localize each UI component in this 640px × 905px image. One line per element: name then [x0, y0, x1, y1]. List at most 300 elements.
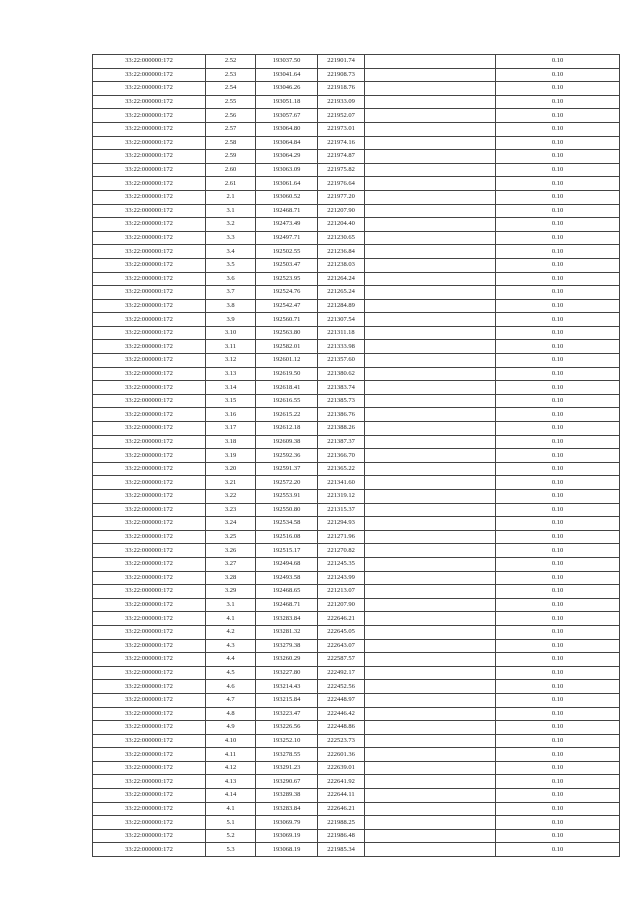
precision-cell: 0.10 — [496, 612, 620, 626]
empty-cell — [365, 612, 496, 626]
table-row — [93, 299, 620, 313]
y-coordinate-cell: 222641.92 — [318, 775, 365, 789]
table-row — [93, 748, 620, 762]
empty-cell — [365, 299, 496, 313]
point-number-cell: 3.16 — [206, 408, 256, 422]
y-coordinate-cell: 221238.03 — [318, 258, 365, 272]
x-coordinate-cell: 192473.49 — [256, 218, 318, 232]
cadastral-number-cell: 33:22:000000:172 — [93, 517, 206, 531]
point-number-cell: 4.1 — [206, 802, 256, 816]
empty-cell — [365, 381, 496, 395]
empty-cell — [365, 163, 496, 177]
precision-cell: 0.10 — [496, 435, 620, 449]
empty-cell — [365, 789, 496, 803]
y-coordinate-cell: 221230.65 — [318, 231, 365, 245]
table-row — [93, 816, 620, 830]
y-coordinate-cell: 222646.21 — [318, 802, 365, 816]
y-coordinate-cell: 221311.18 — [318, 326, 365, 340]
y-coordinate-cell: 221270.82 — [318, 544, 365, 558]
empty-cell — [365, 734, 496, 748]
x-coordinate-cell: 193279.38 — [256, 639, 318, 653]
empty-cell — [365, 639, 496, 653]
table-row — [93, 408, 620, 422]
precision-cell: 0.10 — [496, 544, 620, 558]
point-number-cell: 2.53 — [206, 68, 256, 82]
x-coordinate-cell: 192515.17 — [256, 544, 318, 558]
table-row — [93, 422, 620, 436]
y-coordinate-cell: 222523.73 — [318, 734, 365, 748]
y-coordinate-cell: 221365.22 — [318, 462, 365, 476]
precision-cell: 0.10 — [496, 150, 620, 164]
empty-cell — [365, 693, 496, 707]
point-number-cell: 2.56 — [206, 109, 256, 123]
table-row — [93, 109, 620, 123]
table-row — [93, 177, 620, 191]
empty-cell — [365, 122, 496, 136]
x-coordinate-cell: 193283.84 — [256, 612, 318, 626]
precision-cell: 0.10 — [496, 761, 620, 775]
cadastral-number-cell: 33:22:000000:172 — [93, 109, 206, 123]
table-row — [93, 313, 620, 327]
empty-cell — [365, 707, 496, 721]
y-coordinate-cell: 221213.07 — [318, 585, 365, 599]
x-coordinate-cell: 193060.52 — [256, 190, 318, 204]
table-row — [93, 122, 620, 136]
precision-cell: 0.10 — [496, 557, 620, 571]
cadastral-number-cell: 33:22:000000:172 — [93, 666, 206, 680]
precision-cell: 0.10 — [496, 326, 620, 340]
precision-cell: 0.10 — [496, 95, 620, 109]
point-number-cell: 3.14 — [206, 381, 256, 395]
point-number-cell: 4.10 — [206, 734, 256, 748]
x-coordinate-cell: 192616.55 — [256, 394, 318, 408]
table-row — [93, 666, 620, 680]
precision-cell: 0.10 — [496, 218, 620, 232]
x-coordinate-cell: 192523.95 — [256, 272, 318, 286]
cadastral-number-cell: 33:22:000000:172 — [93, 272, 206, 286]
point-number-cell: 3.9 — [206, 313, 256, 327]
cadastral-number-cell: 33:22:000000:172 — [93, 490, 206, 504]
y-coordinate-cell: 221265.24 — [318, 286, 365, 300]
y-coordinate-cell: 222644.11 — [318, 789, 365, 803]
cadastral-number-cell: 33:22:000000:172 — [93, 231, 206, 245]
y-coordinate-cell: 221977.20 — [318, 190, 365, 204]
point-number-cell: 3.1 — [206, 598, 256, 612]
y-coordinate-cell: 221236.84 — [318, 245, 365, 259]
y-coordinate-cell: 221380.62 — [318, 367, 365, 381]
point-number-cell: 3.23 — [206, 503, 256, 517]
table-row — [93, 245, 620, 259]
point-number-cell: 3.6 — [206, 272, 256, 286]
y-coordinate-cell: 221315.37 — [318, 503, 365, 517]
cadastral-number-cell: 33:22:000000:172 — [93, 802, 206, 816]
cadastral-number-cell: 33:22:000000:172 — [93, 245, 206, 259]
cadastral-number-cell: 33:22:000000:172 — [93, 680, 206, 694]
table-row — [93, 598, 620, 612]
y-coordinate-cell: 221307.54 — [318, 313, 365, 327]
x-coordinate-cell: 192619.50 — [256, 367, 318, 381]
cadastral-number-cell: 33:22:000000:172 — [93, 354, 206, 368]
empty-cell — [365, 557, 496, 571]
table-row — [93, 707, 620, 721]
point-number-cell: 4.6 — [206, 680, 256, 694]
point-number-cell: 3.28 — [206, 571, 256, 585]
cadastral-number-cell: 33:22:000000:172 — [93, 761, 206, 775]
empty-cell — [365, 585, 496, 599]
point-number-cell: 3.29 — [206, 585, 256, 599]
y-coordinate-cell: 222446.42 — [318, 707, 365, 721]
cadastral-number-cell: 33:22:000000:172 — [93, 286, 206, 300]
y-coordinate-cell: 221974.16 — [318, 136, 365, 150]
cadastral-number-cell: 33:22:000000:172 — [93, 55, 206, 69]
y-coordinate-cell: 222448.97 — [318, 693, 365, 707]
cadastral-number-cell: 33:22:000000:172 — [93, 612, 206, 626]
point-number-cell: 2.1 — [206, 190, 256, 204]
point-number-cell: 3.1 — [206, 204, 256, 218]
precision-cell: 0.10 — [496, 734, 620, 748]
precision-cell: 0.10 — [496, 625, 620, 639]
table-row — [93, 136, 620, 150]
x-coordinate-cell: 193068.19 — [256, 843, 318, 857]
x-coordinate-cell: 192615.22 — [256, 408, 318, 422]
y-coordinate-cell: 221918.76 — [318, 82, 365, 96]
y-coordinate-cell: 221908.73 — [318, 68, 365, 82]
x-coordinate-cell: 192494.68 — [256, 557, 318, 571]
point-number-cell: 2.59 — [206, 150, 256, 164]
precision-cell: 0.10 — [496, 190, 620, 204]
empty-cell — [365, 449, 496, 463]
point-number-cell: 3.24 — [206, 517, 256, 531]
x-coordinate-cell: 192524.76 — [256, 286, 318, 300]
precision-cell: 0.10 — [496, 503, 620, 517]
x-coordinate-cell: 193226.56 — [256, 721, 318, 735]
cadastral-number-cell: 33:22:000000:172 — [93, 204, 206, 218]
empty-cell — [365, 721, 496, 735]
y-coordinate-cell: 221388.26 — [318, 422, 365, 436]
table-row — [93, 653, 620, 667]
precision-cell: 0.10 — [496, 707, 620, 721]
empty-cell — [365, 272, 496, 286]
table-row — [93, 721, 620, 735]
table-row — [93, 340, 620, 354]
cadastral-number-cell: 33:22:000000:172 — [93, 190, 206, 204]
x-coordinate-cell: 192516.08 — [256, 530, 318, 544]
point-number-cell: 2.54 — [206, 82, 256, 96]
y-coordinate-cell: 221245.35 — [318, 557, 365, 571]
empty-cell — [365, 231, 496, 245]
cadastral-number-cell: 33:22:000000:172 — [93, 394, 206, 408]
empty-cell — [365, 490, 496, 504]
y-coordinate-cell: 221357.60 — [318, 354, 365, 368]
empty-cell — [365, 544, 496, 558]
empty-cell — [365, 326, 496, 340]
x-coordinate-cell: 192503.47 — [256, 258, 318, 272]
cadastral-number-cell: 33:22:000000:172 — [93, 544, 206, 558]
cadastral-number-cell: 33:22:000000:172 — [93, 476, 206, 490]
precision-cell: 0.10 — [496, 653, 620, 667]
cadastral-number-cell: 33:22:000000:172 — [93, 435, 206, 449]
y-coordinate-cell: 221985.34 — [318, 843, 365, 857]
y-coordinate-cell: 221207.90 — [318, 204, 365, 218]
point-number-cell: 3.22 — [206, 490, 256, 504]
empty-cell — [365, 258, 496, 272]
empty-cell — [365, 95, 496, 109]
point-number-cell: 4.9 — [206, 721, 256, 735]
point-number-cell: 3.7 — [206, 286, 256, 300]
cadastral-number-cell: 33:22:000000:172 — [93, 598, 206, 612]
precision-cell: 0.10 — [496, 789, 620, 803]
table-row — [93, 680, 620, 694]
precision-cell: 0.10 — [496, 843, 620, 857]
x-coordinate-cell: 192601.12 — [256, 354, 318, 368]
table-row — [93, 789, 620, 803]
point-number-cell: 4.8 — [206, 707, 256, 721]
point-number-cell: 2.57 — [206, 122, 256, 136]
precision-cell: 0.10 — [496, 367, 620, 381]
y-coordinate-cell: 221333.98 — [318, 340, 365, 354]
point-number-cell: 3.4 — [206, 245, 256, 259]
cadastral-number-cell: 33:22:000000:172 — [93, 150, 206, 164]
x-coordinate-cell: 192468.71 — [256, 598, 318, 612]
x-coordinate-cell: 192553.91 — [256, 490, 318, 504]
point-number-cell: 2.60 — [206, 163, 256, 177]
precision-cell: 0.10 — [496, 354, 620, 368]
table-row — [93, 462, 620, 476]
table-row — [93, 625, 620, 639]
y-coordinate-cell: 221264.24 — [318, 272, 365, 286]
y-coordinate-cell: 222639.01 — [318, 761, 365, 775]
empty-cell — [365, 598, 496, 612]
cadastral-number-cell: 33:22:000000:172 — [93, 367, 206, 381]
cadastral-number-cell: 33:22:000000:172 — [93, 177, 206, 191]
point-number-cell: 3.2 — [206, 218, 256, 232]
x-coordinate-cell: 192468.65 — [256, 585, 318, 599]
y-coordinate-cell: 221294.93 — [318, 517, 365, 531]
point-number-cell: 4.4 — [206, 653, 256, 667]
precision-cell: 0.10 — [496, 816, 620, 830]
precision-cell: 0.10 — [496, 299, 620, 313]
precision-cell: 0.10 — [496, 422, 620, 436]
point-number-cell: 3.15 — [206, 394, 256, 408]
y-coordinate-cell: 222643.07 — [318, 639, 365, 653]
table-row — [93, 204, 620, 218]
empty-cell — [365, 802, 496, 816]
empty-cell — [365, 394, 496, 408]
precision-cell: 0.10 — [496, 748, 620, 762]
table-row — [93, 55, 620, 69]
table-row — [93, 802, 620, 816]
empty-cell — [365, 190, 496, 204]
x-coordinate-cell: 193291.23 — [256, 761, 318, 775]
empty-cell — [365, 653, 496, 667]
x-coordinate-cell: 193041.64 — [256, 68, 318, 82]
x-coordinate-cell: 193283.84 — [256, 802, 318, 816]
x-coordinate-cell: 192609.38 — [256, 435, 318, 449]
cadastral-number-cell: 33:22:000000:172 — [93, 653, 206, 667]
point-number-cell: 4.7 — [206, 693, 256, 707]
cadastral-number-cell: 33:22:000000:172 — [93, 625, 206, 639]
x-coordinate-cell: 193063.09 — [256, 163, 318, 177]
empty-cell — [365, 422, 496, 436]
table-row — [93, 163, 620, 177]
coordinates-table — [92, 54, 620, 857]
y-coordinate-cell: 222492.17 — [318, 666, 365, 680]
precision-cell: 0.10 — [496, 136, 620, 150]
table-row — [93, 476, 620, 490]
precision-cell: 0.10 — [496, 381, 620, 395]
precision-cell: 0.10 — [496, 231, 620, 245]
empty-cell — [365, 340, 496, 354]
point-number-cell: 2.55 — [206, 95, 256, 109]
precision-cell: 0.10 — [496, 408, 620, 422]
table-row — [93, 843, 620, 857]
table-row — [93, 190, 620, 204]
empty-cell — [365, 775, 496, 789]
x-coordinate-cell: 193064.29 — [256, 150, 318, 164]
y-coordinate-cell: 222646.21 — [318, 612, 365, 626]
point-number-cell: 5.1 — [206, 816, 256, 830]
empty-cell — [365, 286, 496, 300]
y-coordinate-cell: 221988.25 — [318, 816, 365, 830]
precision-cell: 0.10 — [496, 204, 620, 218]
table-row — [93, 639, 620, 653]
x-coordinate-cell: 192497.71 — [256, 231, 318, 245]
y-coordinate-cell: 221933.09 — [318, 95, 365, 109]
y-coordinate-cell: 221973.01 — [318, 122, 365, 136]
cadastral-number-cell: 33:22:000000:172 — [93, 122, 206, 136]
cadastral-number-cell: 33:22:000000:172 — [93, 136, 206, 150]
precision-cell: 0.10 — [496, 693, 620, 707]
cadastral-number-cell: 33:22:000000:172 — [93, 313, 206, 327]
x-coordinate-cell: 192560.71 — [256, 313, 318, 327]
cadastral-number-cell: 33:22:000000:172 — [93, 721, 206, 735]
table-row — [93, 530, 620, 544]
cadastral-number-cell: 33:22:000000:172 — [93, 163, 206, 177]
point-number-cell: 3.26 — [206, 544, 256, 558]
empty-cell — [365, 136, 496, 150]
point-number-cell: 3.10 — [206, 326, 256, 340]
empty-cell — [365, 503, 496, 517]
precision-cell: 0.10 — [496, 340, 620, 354]
table-row — [93, 68, 620, 82]
empty-cell — [365, 680, 496, 694]
cadastral-number-cell: 33:22:000000:172 — [93, 816, 206, 830]
empty-cell — [365, 462, 496, 476]
cadastral-number-cell: 33:22:000000:172 — [93, 571, 206, 585]
empty-cell — [365, 218, 496, 232]
x-coordinate-cell: 193046.26 — [256, 82, 318, 96]
empty-cell — [365, 748, 496, 762]
x-coordinate-cell: 192591.37 — [256, 462, 318, 476]
cadastral-number-cell: 33:22:000000:172 — [93, 422, 206, 436]
x-coordinate-cell: 193215.84 — [256, 693, 318, 707]
table-row — [93, 394, 620, 408]
x-coordinate-cell: 192542.47 — [256, 299, 318, 313]
y-coordinate-cell: 221976.64 — [318, 177, 365, 191]
point-number-cell: 3.3 — [206, 231, 256, 245]
precision-cell: 0.10 — [496, 598, 620, 612]
cadastral-number-cell: 33:22:000000:172 — [93, 95, 206, 109]
table-row — [93, 449, 620, 463]
point-number-cell: 3.11 — [206, 340, 256, 354]
x-coordinate-cell: 193223.47 — [256, 707, 318, 721]
x-coordinate-cell: 192612.18 — [256, 422, 318, 436]
table-row — [93, 571, 620, 585]
cadastral-number-cell: 33:22:000000:172 — [93, 299, 206, 313]
precision-cell: 0.10 — [496, 775, 620, 789]
cadastral-number-cell: 33:22:000000:172 — [93, 449, 206, 463]
point-number-cell: 3.21 — [206, 476, 256, 490]
x-coordinate-cell: 193281.32 — [256, 625, 318, 639]
x-coordinate-cell: 192563.80 — [256, 326, 318, 340]
point-number-cell: 3.27 — [206, 557, 256, 571]
empty-cell — [365, 177, 496, 191]
table-row — [93, 95, 620, 109]
y-coordinate-cell: 221341.60 — [318, 476, 365, 490]
x-coordinate-cell: 193037.50 — [256, 55, 318, 69]
cadastral-number-cell: 33:22:000000:172 — [93, 775, 206, 789]
empty-cell — [365, 408, 496, 422]
x-coordinate-cell: 193057.67 — [256, 109, 318, 123]
table-row — [93, 82, 620, 96]
point-number-cell: 4.12 — [206, 761, 256, 775]
cadastral-number-cell: 33:22:000000:172 — [93, 408, 206, 422]
y-coordinate-cell: 221952.07 — [318, 109, 365, 123]
table-row — [93, 775, 620, 789]
precision-cell: 0.10 — [496, 286, 620, 300]
precision-cell: 0.10 — [496, 163, 620, 177]
y-coordinate-cell: 221383.74 — [318, 381, 365, 395]
table-row — [93, 734, 620, 748]
empty-cell — [365, 625, 496, 639]
precision-cell: 0.10 — [496, 802, 620, 816]
table-row — [93, 326, 620, 340]
y-coordinate-cell: 222587.57 — [318, 653, 365, 667]
y-coordinate-cell: 221386.76 — [318, 408, 365, 422]
precision-cell: 0.10 — [496, 829, 620, 843]
point-number-cell: 2.61 — [206, 177, 256, 191]
table-row — [93, 218, 620, 232]
point-number-cell: 3.18 — [206, 435, 256, 449]
precision-cell: 0.10 — [496, 721, 620, 735]
table-row — [93, 435, 620, 449]
y-coordinate-cell: 221366.70 — [318, 449, 365, 463]
y-coordinate-cell: 222452.56 — [318, 680, 365, 694]
empty-cell — [365, 109, 496, 123]
precision-cell: 0.10 — [496, 177, 620, 191]
cadastral-number-cell: 33:22:000000:172 — [93, 639, 206, 653]
point-number-cell: 3.5 — [206, 258, 256, 272]
precision-cell: 0.10 — [496, 258, 620, 272]
cadastral-number-cell: 33:22:000000:172 — [93, 381, 206, 395]
point-number-cell: 3.8 — [206, 299, 256, 313]
point-number-cell: 3.12 — [206, 354, 256, 368]
x-coordinate-cell: 193252.10 — [256, 734, 318, 748]
x-coordinate-cell: 192592.36 — [256, 449, 318, 463]
x-coordinate-cell: 193278.55 — [256, 748, 318, 762]
x-coordinate-cell: 192550.80 — [256, 503, 318, 517]
y-coordinate-cell: 221975.82 — [318, 163, 365, 177]
x-coordinate-cell: 193290.67 — [256, 775, 318, 789]
coordinates-table-container — [92, 54, 619, 857]
x-coordinate-cell: 192468.71 — [256, 204, 318, 218]
table-row — [93, 367, 620, 381]
empty-cell — [365, 204, 496, 218]
y-coordinate-cell: 221319.12 — [318, 490, 365, 504]
point-number-cell: 4.2 — [206, 625, 256, 639]
cadastral-number-cell: 33:22:000000:172 — [93, 585, 206, 599]
cadastral-number-cell: 33:22:000000:172 — [93, 82, 206, 96]
